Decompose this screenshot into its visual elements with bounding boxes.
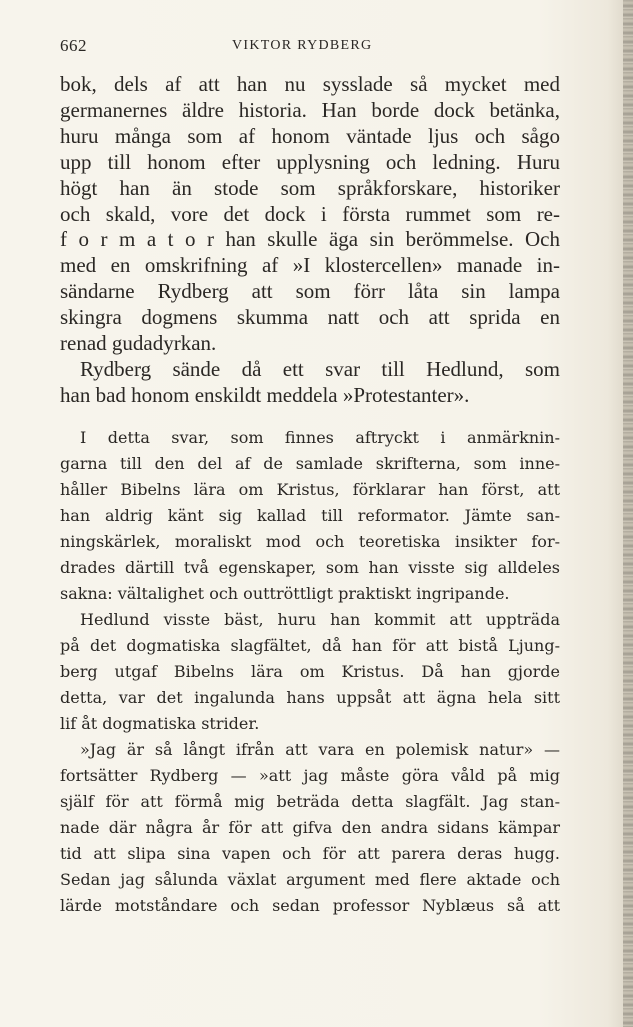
text-line: och skald, vore det dock i första rummet som re- bbox=[60, 201, 560, 226]
text-line: huru många som af honom väntade ljus och sågo bbox=[60, 123, 560, 148]
text-line: högt han än stode som språkforskare, historiker bbox=[60, 175, 560, 200]
text-line: garna till den del af de samlade skrifterna, som inne- bbox=[60, 454, 560, 473]
text-line: Rydberg sände då ett svar till Hedlund, som bbox=[80, 356, 560, 381]
text-line: bok, dels af att han nu sysslade så mycket med bbox=[60, 72, 560, 96]
text-line: germanernes äldre historia. Han borde dock betänka, bbox=[60, 97, 560, 122]
page-header bbox=[60, 36, 560, 58]
text-line: själf för att förmå mig beträda detta slagfält. Jag stan- bbox=[60, 792, 560, 811]
text-line: han aldrig känt sig kallad till reformator. Jämte san- bbox=[60, 506, 560, 525]
text-line: f o r m a t o r han skulle äga sin berömmelse. Och bbox=[60, 227, 560, 252]
main-text-block bbox=[60, 72, 560, 409]
text-line: I detta svar, som finnes aftryckt i anmärknin- bbox=[80, 428, 560, 447]
text-line: håller Bibelns lära om Kristus, förklarar han först, att bbox=[60, 480, 560, 499]
text-line: sakna: vältalighet och outtröttligt praktiskt ingripande. bbox=[60, 584, 510, 603]
text-line: ningskärlek, moraliskt mod och teoretiska insikter for- bbox=[60, 532, 560, 551]
text-line: skingra dogmens skumma natt och att sprida en bbox=[60, 305, 560, 330]
text-line: lif åt dogmatiska strider. bbox=[60, 714, 260, 733]
text-line: berg utgaf Bibelns lära om Kristus. Då han gjorde bbox=[60, 662, 560, 681]
running-title: VIKTOR RYDBERG bbox=[232, 38, 373, 53]
text-line: sändarne Rydberg att som förr låta sin lampa bbox=[60, 279, 560, 304]
text-line: på det dogmatiska slagfältet, då han för att bistå Ljung- bbox=[60, 636, 560, 655]
text-line: han bad honom enskildt meddela »Protestanter». bbox=[60, 382, 470, 407]
text-line: med en omskrifning af »I klostercellen» manade in- bbox=[60, 253, 560, 278]
small-text-block bbox=[60, 425, 560, 919]
text-line: »Jag är så långt ifrån att vara en polemisk natur» — bbox=[80, 740, 560, 759]
text-line: detta, var det ingalunda hans uppsåt att ägna hela sitt bbox=[60, 688, 560, 707]
text-line: renad gudadyrkan. bbox=[60, 331, 217, 356]
page-number: 662 bbox=[60, 36, 87, 55]
text-line: tid att slipa sina vapen och för att parera deras hugg. bbox=[60, 844, 560, 863]
text-line: upp till honom efter upplysning och ledning. Huru bbox=[60, 149, 560, 174]
text-line: nade där några år för att gifva den andra sidans kämpar bbox=[60, 818, 560, 837]
text-line: drades därtill två egenskaper, som han visste sig alldeles bbox=[60, 558, 560, 577]
text-line: Hedlund visste bäst, huru han kommit att uppträda bbox=[80, 610, 560, 629]
text-line: Sedan jag sålunda växlat argument med flere aktade och bbox=[60, 870, 560, 889]
text-line: lärde motståndare och sedan professor Nyblæus så att bbox=[60, 896, 560, 915]
text-line: fortsätter Rydberg — »att jag måste göra våld på mig bbox=[60, 766, 560, 785]
page-edge bbox=[623, 0, 633, 1027]
